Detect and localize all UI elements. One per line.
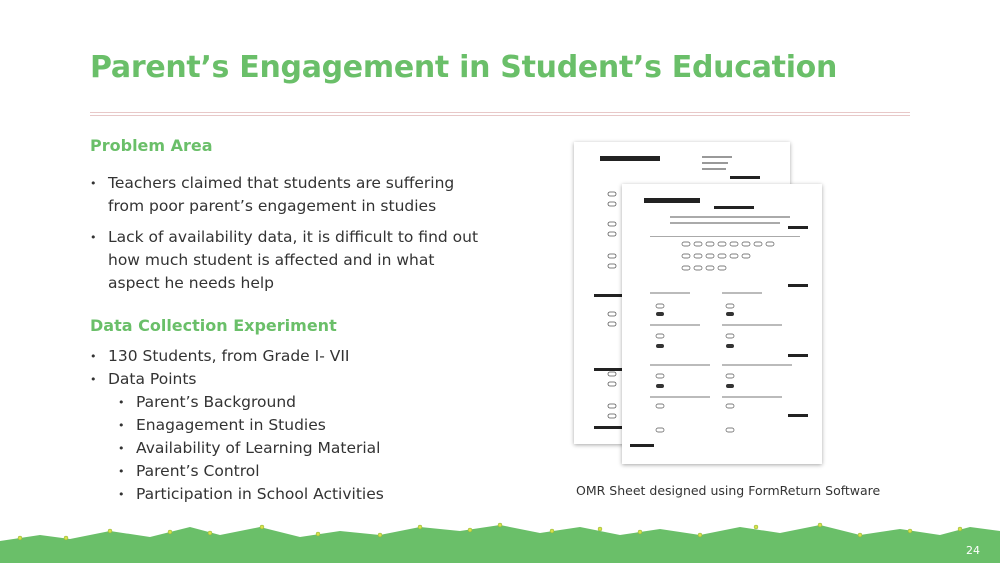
problem-area-list bbox=[90, 172, 490, 295]
title-divider bbox=[90, 112, 910, 116]
data-points-sublist bbox=[90, 391, 510, 506]
problem-area-heading: Problem Area bbox=[90, 136, 213, 155]
omr-sheet-front-drawing bbox=[622, 184, 822, 464]
page-number: 24 bbox=[966, 544, 980, 557]
data-point-item: • Parent’s Control bbox=[90, 460, 510, 483]
data-point-item: • Enagagement in Studies bbox=[90, 414, 510, 437]
data-collection-bullet: • Data Points bbox=[90, 368, 510, 391]
problem-bullet: • Lack of availability data, it is difficult to find out how much student is affected and in what aspect he needs help bbox=[90, 226, 490, 295]
slide-title: Parent’s Engagement in Student’s Education bbox=[90, 50, 838, 85]
data-collection-bullet: • 130 Students, from Grade I- VII bbox=[90, 345, 510, 368]
grass-shape bbox=[0, 525, 1000, 563]
data-collection-list bbox=[90, 345, 510, 506]
data-point-item: • Participation in School Activities bbox=[90, 483, 510, 506]
data-point-item: • Parent’s Background bbox=[90, 391, 510, 414]
data-points-sublist-wrapper bbox=[90, 391, 510, 506]
grass-footer bbox=[0, 515, 1000, 563]
data-collection-heading: Data Collection Experiment bbox=[90, 316, 337, 335]
data-point-item: • Availability of Learning Material bbox=[90, 437, 510, 460]
figure-caption: OMR Sheet designed using FormReturn Software bbox=[576, 483, 881, 498]
problem-bullet: • Teachers claimed that students are suffering from poor parent’s engagement in studies bbox=[90, 172, 490, 218]
omr-sheet-front bbox=[622, 184, 822, 464]
